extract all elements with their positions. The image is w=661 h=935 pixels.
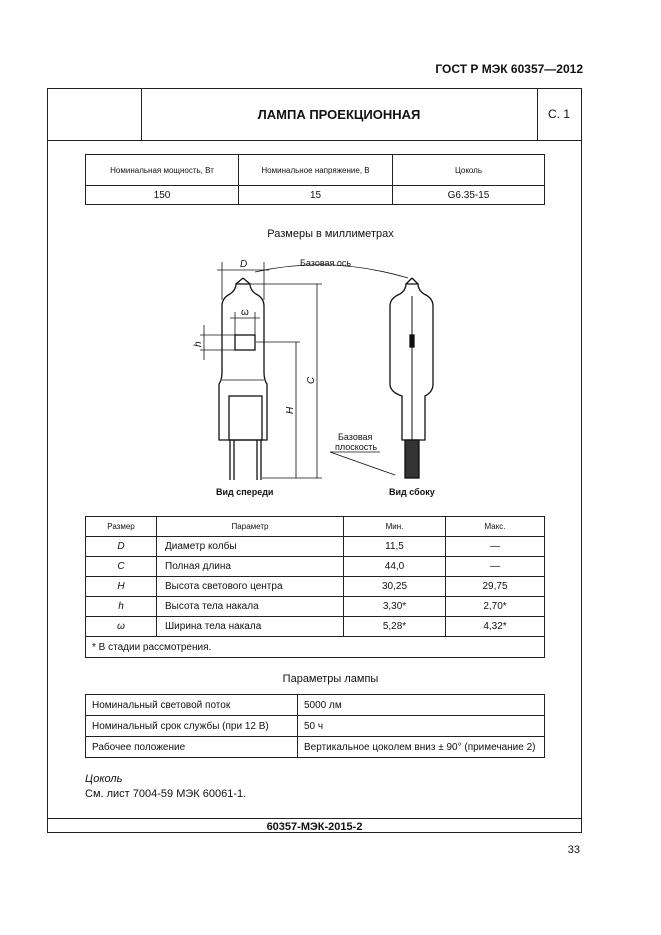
dim-max: 4,32* [446, 617, 545, 637]
reference-plane-label-1: Базовая [338, 432, 373, 442]
dim-header-max: Макс. [446, 517, 545, 537]
dim-symbol: D [86, 537, 157, 557]
reference-plane-label-2: плоскость [335, 442, 378, 452]
dim-symbol: H [86, 577, 157, 597]
dim-max: 2,70* [446, 597, 545, 617]
dim-parameter: Полная длина [157, 557, 344, 577]
socket-title: Цоколь [85, 773, 123, 785]
dim-symbol: h [86, 597, 157, 617]
param-label: Номинальный срок службы (при 12 В) [86, 716, 298, 737]
dimensions-note: * В стадии рассмотрения. [86, 637, 545, 658]
cap-header: Цоколь [393, 155, 545, 186]
table-row [86, 597, 545, 617]
param-label: Номинальный световой поток [86, 695, 298, 716]
page-number: 33 [567, 844, 580, 856]
table-row [86, 537, 545, 557]
lamp-params-caption [0, 673, 661, 685]
rated-voltage-value: 15 [239, 186, 393, 205]
cap-value: G6.35-15 [393, 186, 545, 205]
lamp-params-table [85, 694, 545, 758]
rated-power-value: 150 [86, 186, 239, 205]
dim-symbol: ω [86, 617, 157, 637]
lamp-params-caption-text: Параметры лампы [282, 673, 379, 685]
dim-header-size: Размер [86, 517, 157, 537]
dim-header-min: Мин. [344, 517, 446, 537]
rated-voltage-header: Номинальное напряжение, В [239, 155, 393, 186]
drawing-caption: Размеры в миллиметрах [267, 228, 394, 240]
dim-parameter: Высота светового центра [157, 577, 344, 597]
dim-parameter: Высота тела накала [157, 597, 344, 617]
dim-parameter: Диаметр колбы [157, 537, 344, 557]
table-row [86, 577, 545, 597]
reference-axis-label: Базовая ось [300, 258, 352, 268]
socket-text: См. лист 7004-59 МЭК 60061-1. [85, 788, 247, 800]
dim-label-omega: ω [241, 307, 249, 318]
rated-power-header: Номинальная мощность, Вт [86, 155, 239, 186]
dim-label-H: H [285, 406, 296, 414]
dim-min: 44,0 [344, 557, 446, 577]
dim-symbol: C [86, 557, 157, 577]
dim-parameter: Ширина тела накала [157, 617, 344, 637]
sheet-number: С. 1 [547, 107, 570, 121]
param-value: Вертикальное цоколем вниз ± 90° (примечание 2) [298, 737, 545, 758]
dim-min: 3,30* [344, 597, 446, 617]
dim-min: 5,28* [344, 617, 446, 637]
dim-label-D: D [240, 259, 248, 270]
table-row [86, 617, 545, 637]
table-row [86, 716, 545, 737]
param-value: 5000 лм [298, 695, 545, 716]
param-label: Рабочее положение [86, 737, 298, 758]
sheet-title: ЛАМПА ПРОЕКЦИОННАЯ [141, 88, 538, 140]
dim-label-C: C [306, 376, 317, 384]
dimensions-table [85, 516, 545, 658]
table-row [86, 557, 545, 577]
param-value: 50 ч [298, 716, 545, 737]
dim-min: 11,5 [344, 537, 446, 557]
table-row [86, 695, 545, 716]
standard-number: ГОСТ Р МЭК 60357—2012 [435, 62, 583, 76]
dim-label-h: h [193, 341, 204, 347]
side-view-label: Вид сбоку [389, 487, 435, 497]
dim-max: 29,75 [446, 577, 545, 597]
dim-max: — [446, 537, 545, 557]
front-view-label: Вид спереди [216, 487, 274, 497]
dim-min: 30,25 [344, 577, 446, 597]
dim-header-param: Параметр [157, 517, 344, 537]
table-row [86, 737, 545, 758]
dim-max: — [446, 557, 545, 577]
footer-code: 60357-МЭК-2015-2 [47, 818, 582, 834]
